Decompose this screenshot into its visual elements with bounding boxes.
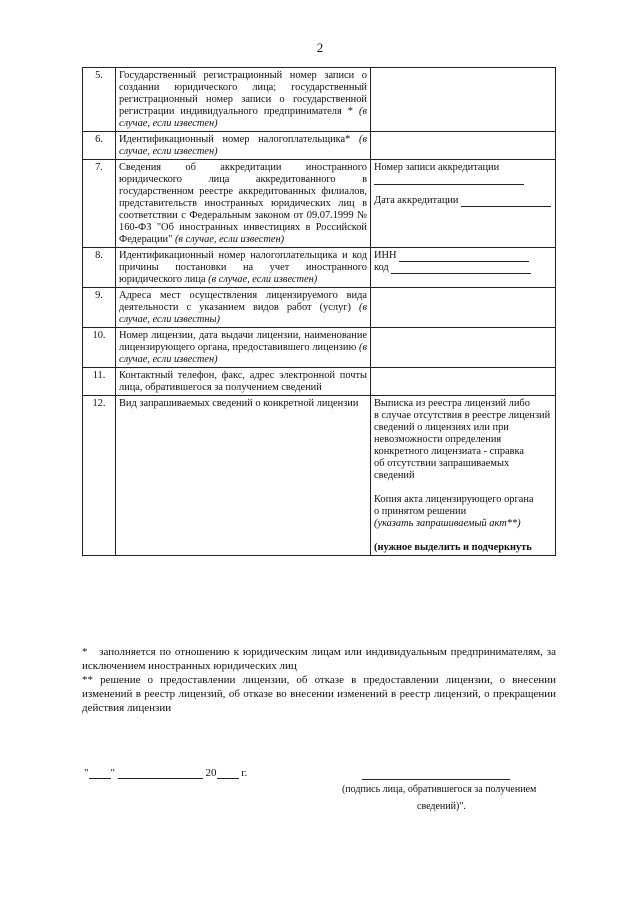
row-number: 9. <box>83 288 116 328</box>
value-text: об отсутствии запрашиваемых сведений <box>374 458 510 481</box>
value-line <box>374 398 552 410</box>
value-text: (нужное выделить и подчеркнуть <box>374 542 532 553</box>
value-line <box>374 458 552 482</box>
value-line <box>374 482 552 494</box>
day-blank[interactable] <box>89 778 111 779</box>
value-line <box>374 422 552 434</box>
value-line <box>374 530 552 542</box>
row-number: 11. <box>83 368 116 396</box>
row-label: Идентификационный номер налогоплательщика и код причины постановки на учет иностранного юридического лица <box>119 250 367 285</box>
signature-caption-2-text: сведений) <box>417 801 460 812</box>
table-row <box>83 288 556 328</box>
value-line <box>374 262 552 274</box>
footnote-1-mark: * <box>82 646 88 658</box>
row-number: 8. <box>83 248 116 288</box>
footnote-1 <box>82 645 556 673</box>
table-row <box>83 248 556 288</box>
row-number: 5. <box>83 68 116 132</box>
table-row <box>83 396 556 556</box>
row-value-cell[interactable] <box>371 160 556 248</box>
row-label: Сведения об аккредитации иностранного юридического лица аккредитованного в государственном реестре аккредитованных филиалов, представительств иностранных юридических лиц в соответствии с Федеральным законом от 09.07.1999 № 160-ФЗ "Об иностранных инвестициях в Российской Федерации" <box>119 162 367 245</box>
value-text: код <box>374 262 389 273</box>
value-line <box>374 195 552 207</box>
date-line[interactable] <box>84 767 247 779</box>
row-label-cell <box>116 132 371 160</box>
row-label: Вид запрашиваемых сведений о конкретной лицензии <box>119 398 359 409</box>
row-value-cell[interactable] <box>371 248 556 288</box>
row-value-cell[interactable] <box>371 368 556 396</box>
row-note: (в случае, если известен) <box>119 342 367 365</box>
request-form-table <box>82 67 556 556</box>
signature-caption-1: (подпись лица, обратившегося за получением <box>342 784 537 795</box>
row-label-cell <box>116 328 371 368</box>
signature-caption-2 <box>417 801 466 812</box>
year-suffix: г. <box>241 767 248 779</box>
row-note: (в случае, если известен) <box>174 234 285 245</box>
row-value-cell[interactable] <box>371 288 556 328</box>
row-note: (в случае, если известен) <box>119 106 367 129</box>
row-label-cell <box>116 248 371 288</box>
table-row <box>83 132 556 160</box>
signature-caption-end: ". <box>459 801 466 812</box>
value-line <box>374 494 552 506</box>
row-value-cell[interactable] <box>371 328 556 368</box>
row-label: Номер лицензии, дата выдачи лицензии, наименование лицензирующего органа, предоставившего лицензию <box>119 330 367 353</box>
value-line <box>374 542 552 554</box>
row-note: (в случае, если известен) <box>119 134 367 157</box>
row-number: 10. <box>83 328 116 368</box>
value-text: Номер записи аккредитации <box>374 162 500 173</box>
table-row <box>83 160 556 248</box>
fill-in-blank[interactable] <box>391 263 531 274</box>
page-number: 2 <box>316 40 324 55</box>
row-number: 7. <box>83 160 116 248</box>
year-blank[interactable] <box>217 778 239 779</box>
footnote-2-mark: ** <box>82 674 93 686</box>
row-note: (в случае, если известен) <box>208 274 318 285</box>
row-label-cell <box>116 160 371 248</box>
table-row <box>83 368 556 396</box>
row-label: Государственный регистрационный номер записи о создании юридического лица; государственный регистрационный номер записи о государственной регистрации индивидуального предпринимателя * <box>119 70 367 117</box>
footnote-2-text: решение о предоставлении лицензии, об отказе в предоставлении лицензии, о внесении изменений в реестр лицензий, об отказе во внесении изменений в реестр лицензий, о прекращении действия лицензии <box>82 674 557 714</box>
value-line <box>374 518 552 530</box>
value-text: невозможности определения <box>374 434 502 445</box>
value-line <box>374 506 552 518</box>
row-label-cell <box>116 68 371 132</box>
date-close-quote: " <box>110 767 115 779</box>
row-value-cell[interactable] <box>371 396 556 556</box>
table-row <box>83 68 556 132</box>
value-text: в случае отсутствия в реестре лицензий <box>374 410 551 421</box>
value-line <box>374 446 552 458</box>
row-label-cell <box>116 368 371 396</box>
value-line <box>374 250 552 262</box>
row-value-cell[interactable] <box>371 68 556 132</box>
footnote-2 <box>82 673 556 715</box>
row-note: (в случае, если известны) <box>119 302 367 325</box>
table-row <box>83 328 556 368</box>
row-value-cell[interactable] <box>371 132 556 160</box>
footnotes <box>82 645 556 715</box>
row-label: Адреса мест осуществления лицензируемого вида деятельности с указанием видов работ (услуг) <box>119 290 367 313</box>
value-text: (указать запрашиваемый акт**) <box>374 518 521 529</box>
signature-line[interactable] <box>362 767 510 780</box>
month-blank[interactable] <box>118 778 203 779</box>
value-text: Дата аккредитации <box>374 195 459 206</box>
value-text: Выписка из реестра лицензий либо <box>374 398 530 409</box>
fill-in-blank[interactable] <box>461 196 551 207</box>
year-prefix: 20 <box>205 767 217 779</box>
row-label: Контактный телефон, факс, адрес электронной почты лица, обратившегося за получением сведений <box>119 370 367 393</box>
value-text: ИНН <box>374 250 397 261</box>
fill-in-blank[interactable] <box>399 251 529 262</box>
row-number: 12. <box>83 396 116 556</box>
value-line <box>374 410 552 422</box>
row-label-cell <box>116 396 371 556</box>
date-open-quote: " <box>84 767 89 779</box>
value-line <box>374 162 552 185</box>
value-text: сведений о лицензиях или при <box>374 422 509 433</box>
value-text: Копия акта лицензирующего органа <box>374 494 534 505</box>
value-text: о принятом решении <box>374 506 467 517</box>
footnote-1-text: заполняется по отношению к юридическим лицам или индивидуальным предпринимателям, за исключением иностранных юридических лиц <box>82 646 556 672</box>
row-number: 6. <box>83 132 116 160</box>
fill-in-blank[interactable] <box>374 174 524 185</box>
value-text: конкретного лицензиата - справка <box>374 446 525 457</box>
row-label-cell <box>116 288 371 328</box>
row-label: Идентификационный номер налогоплательщика* <box>119 134 351 145</box>
value-line <box>374 434 552 446</box>
